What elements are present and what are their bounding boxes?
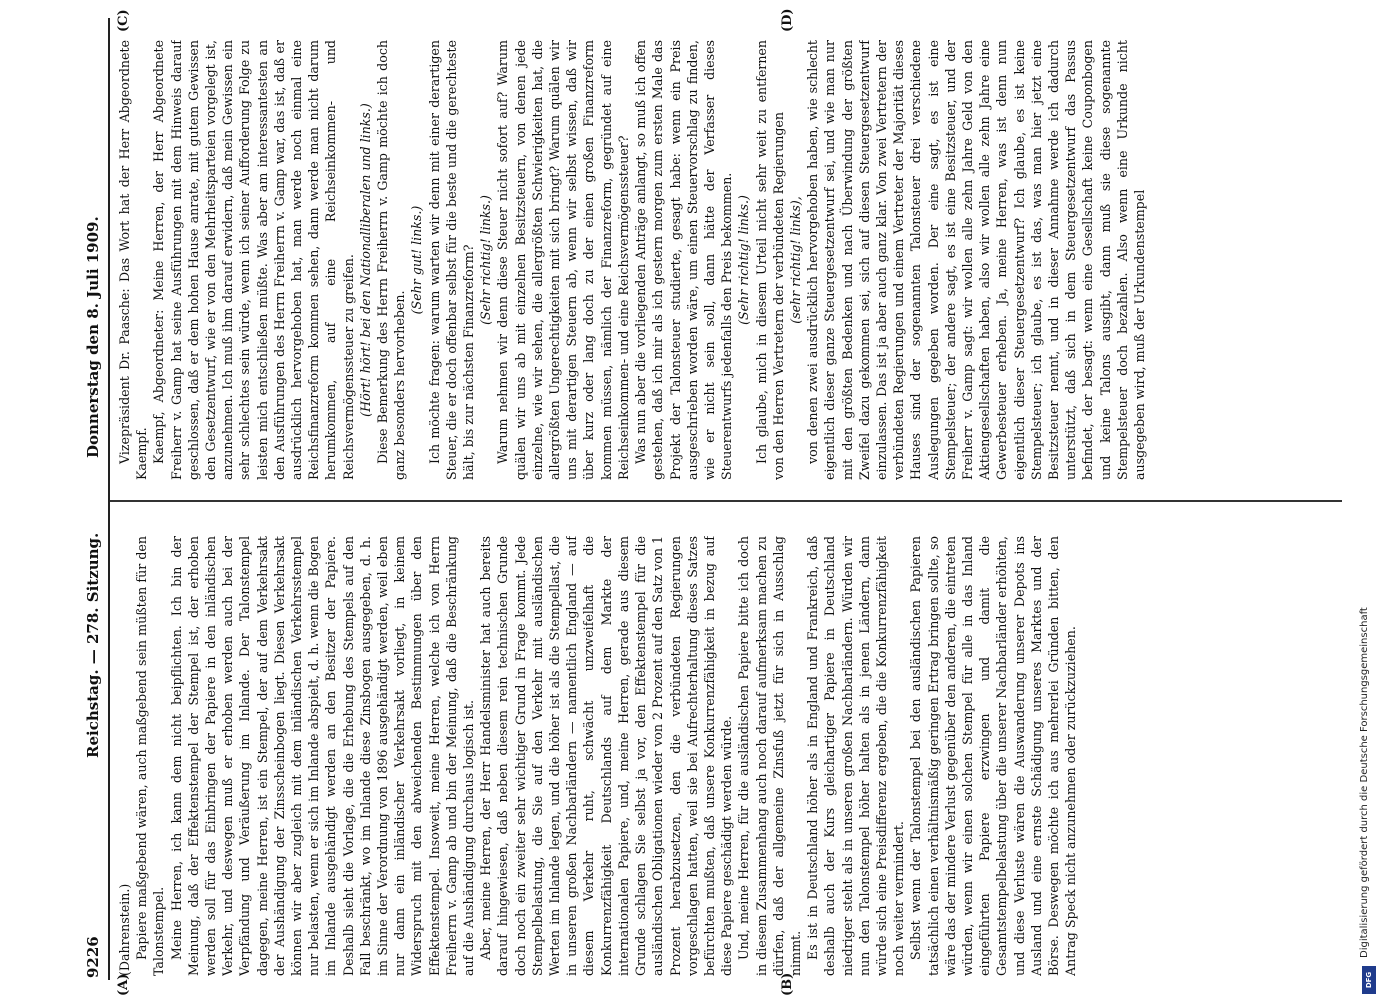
interjection: (Sehr richtig! links.) [736, 195, 752, 325]
right-paragraph: Was nun aber die vorliegenden Anträge anlangt, so muß ich offen gestehen, daß ich mir als ich gestern morgen zum ersten Male das Projekt der Talonsteuer studierte, gesagt habe: wenn ein Preis ausgeschrieben worden wäre, um einen Steuervorschlag zu finden, wie er nicht sein soll, dann hätte der Verfasser dieses Steuerentwurfs jedenfalls den Preis bekommen. [633, 40, 735, 480]
left-paragraph: Meine Herren, ich kann dem nicht beipflichten. Ich bin der Meinung, daß der Effektenstempel der Stempel ist, der erhoben werden soll für das Einbringen der Papiere in den inländischen Verkehr, und deswegen muß er erhoben werden auch bei der Verpfändung und Veräußerung im Inlande. Der Talonstempel dagegen, meine Herren, ist ein Stempel, der auf dem Verkehrsakt der Aushändigung der Zinsscheinbogen liegt. Diesen Verkehrsakt können wir aber zugleich mit dem inländischen Verkehrsstempel nur belasten, wenn er sich im Inlande abspielt, d. h. wenn die Bogen im Inlande ausgehändigt werden an den Besitzer der Papiere. Deshalb sieht die Vorlage, die die Erhebung des Stempels auf den Fall beschränkt, wo im Inlande diese Zinsbogen ausgegeben, d. h. im Sinne der Verordnung von 1896 ausgehändigt werden, weil eben nur dann ein inländischer Verkehrsakt vorliegt, in keinem Widerspruch mit den abweichenden Bestimmungen über den Effektenstempel. Insoweit, meine Herren, welche ich von Herrn Freiherrn v. Gamp ab und bin der Meinung, daß die Beschränkung auf die Aushändigung durchaus logisch ist. [168, 536, 477, 976]
left-paragraph: Es ist in Deutschland höher als in England und Frankreich, daß deshalb auch der Kurs gleichartiger Papiere in Deutschland niedriger steht als in unseren großen Nachbarländern. Würden wir nun den Talonstempel höher halten als in jenen Ländern, dann würde sich eine Preisdifferenz ergeben, die die Konkurrenzfähigkeit noch weiter vermindert. [805, 536, 907, 976]
page-number: 9226 [84, 936, 102, 978]
right-paragraph: Warum nehmen wir denn diese Steuer nicht sofort auf? Warum quälen wir uns ab mit einzelnen Besitzsteuern, von denen jede einzelne, wie wir sehen, die allergrößten Schwierigkeiten hat, die allergrößten Ungerechtigkeiten mit sich bringt? Warum quälen wir uns mit derartigen Steuern ab, wenn wir selbst wissen, daß wir über kurz oder lang doch zu der einen großen Finanzreform kommen müssen, nämlich der Finanzreform, gegründet auf eine Reichseinkommen- und eine Reichsvermögenssteuer? [495, 40, 631, 480]
right-paragraph: Ich möchte fragen: warum warten wir denn mit einer derartigen Steuer, die er doch offenbar selbst für die beste und die gerechteste hält, bis zur nächsten Finanzreform? [426, 40, 477, 480]
right-paragraph: von denen zwei ausdrücklich hervorgehoben haben, wie schlecht eigentlich dieser ganze Steuergesetzentwurf sei, und wie man nur mit den größten Bedenken und nach Überwindung der größten Zweifel dazu gekommen sei, sich auf diesen Steuergesetzentwurf einzulassen. Das ist ja aber auch ganz klar. Von zwei Vertretern der verbündeten Regierungen und einem Vertreter der Majorität dieses Hauses sind der sogenannten Talonsteuer drei verschiedene Auslegungen gegeben worden. Der eine sagt, es ist eine Stempelsteuer; der andere sagt, es ist eine Besitzsteuer, und der Freiherr v. Gamp sagt: wir wollen alle zehn Jahre Geld von den Aktiengesellschaften haben, also wir wollen alle zehn Jahre eine Gewerbesteuer erheben. Ja, meine Herren, was ist denn nun eigentlich dieser Steuergesetzentwurf? Ich glaube, es ist keine Stempelsteuer; ich glaube, es ist das, was man hier jetzt eine Besitzsteuer nennt, und in dieser Annahme werde ich dadurch unterstützt, daß sich in dem Steuergesetzentwurf das Passus befindet, der besagt: wenn eine Gesellschaft keine Couponbogen und keine Talons ausgibt, dann muß sie diese sogenannte Stempelsteuer doch bezahlen. Also wenn eine Urkunde nicht ausgegeben wird, muß der Urkundenstempel [805, 40, 1147, 480]
right-paragraph: Ich glaube, mich in diesem Urteil nicht sehr weit zu entfernen von den Herren Vertretern der verbündeten Regierungen [753, 40, 786, 480]
session-title: Reichstag. — 278. Sitzung. [84, 532, 102, 758]
left-column [116, 536, 1341, 976]
header-rule [108, 18, 110, 980]
interjection: (Hört! hört! bei den Nationalliberalen und links.) [357, 103, 373, 417]
right-paragraph: Kaempf, Abgeordneter: Meine Herren, der Herr Abgeordnete Freiherr v. Gamp hat seine Ausführungen mit dem Hinweis darauf geschlossen, daß er dem hohen Hause anrate, mit gutem Gewissen den Gesetzentwurf, wie er von den Mehrheitsparteien vorgelegt ist, anzunehmen. Ich muß ihm darauf erwidern, daß mein Gewissen ein sehr schlechtes sein würde, wenn ich seiner Aufforderung Folge zu leisten mich entschließen müßte. Was aber am interessantesten an den Ausführungen des Herrn Freiherrn v. Gamp war, das ist, daß er ausdrücklich hervorgehoben hat, man werde noch einmal eine Reichsfinanzreform kommen sehen, dann werde man nicht darum herumkommen, auf eine Reichseinkommen- und Reichsvermögenssteuer zu greifen. [151, 40, 356, 480]
page-header [82, 18, 108, 978]
speaker-tag: (Dahrenstein.) [117, 883, 132, 976]
right-column [116, 40, 1341, 480]
margin-mark-a: (A) [116, 973, 131, 996]
session-date: Donnerstag den 8. Juli 1909. [84, 216, 102, 458]
interjection: (Sehr richtig! links.) [478, 195, 494, 325]
margin-mark-c: (C) [116, 9, 131, 32]
right-paragraph: Diese Bemerkung des Herrn Freiherrn v. Gamp möchte ich doch ganz besonders hervorheben. [375, 40, 408, 480]
interjection: (sehr richtig! links), [787, 196, 803, 324]
dfg-logo-text: DFG [1365, 971, 1373, 989]
right-paragraph: Vizepräsident Dr. Paasche: Das Wort hat der Herr Abgeordnete Kaempf. [117, 40, 150, 480]
column-divider [110, 500, 1342, 502]
margin-mark-d: (D) [780, 8, 795, 32]
left-paragraph: Selbst wenn der Talonstempel bei den ausländischen Papieren tatsächlich einen verhältnismäßig geringen Ertrag bringen sollte, so wäre das der mindere Verlust gegenüber den anderen, die eintreten würden, wenn wir einen solchen Stempel für alle in das Inland eingeführten Papiere erzwingen und damit die Gesamtstempelbelastung über die unserer Nachbarländer erhöhten, und diese Verluste wären die Auswanderung unserer Depots ins Ausland und eine ernste Schädigung unseres Marktes und der Börse. Deswegen möchte ich aus mehrerlei Gründen bitten, den Antrag Speck nicht anzunehmen oder zurückzuziehen. [908, 536, 1079, 976]
interjection: (Sehr gut! links.) [409, 205, 425, 315]
dfg-logo [1362, 966, 1376, 994]
digitization-credit: Digitalisierung gefördert durch die Deutsche Forschungsgemeinschaft [1359, 607, 1370, 958]
margin-mark-b: (B) [780, 972, 795, 996]
left-paragraph: Aber, meine Herren, der Herr Handelsminister hat auch bereits darauf hingewiesen, daß neben diesem rein technischen Grunde doch noch ein zweiter sehr wichtiger Grund in Frage kommt. Jede Stempelbelastung, die Sie auf den Verkehr mit ausländischen Werten im Inlande legen, und die höher ist als die Stempellast, die in unseren großen Nachbarländern — namentlich England — auf diesem Verkehr ruht, schwächt unzweifelhaft die Konkurrenzfähigkeit Deutschlands auf dem Markte der internationalen Papiere, und, meine Herren, gerade aus diesem Grunde schlagen Sie selbst ja vor, den Effektenstempel für die ausländischen Obligationen wieder von 2 Prozent auf den Satz von 1 Prozent herabzusetzen, den die verbündeten Regierungen vorgeschlagen hatten, weil sie bei Aufrechterhaltung dieses Satzes befürchten mußten, daß unsere Konkurrenzfähigkeit in bezug auf diese Papiere geschädigt werden würde. [478, 536, 735, 976]
left-paragraph: Papiere maßgebend wären, auch maßgebend sein müßten für den Talonstempel. [134, 536, 167, 976]
left-paragraph: Und, meine Herren, für die ausländischen Papiere bitte ich doch in diesem Zusammenhang auch noch darauf aufmerksam machen zu dürfen, daß der allgemeine Zinsfuß jetzt für sich in Ausschlag nimmt. [736, 536, 803, 976]
